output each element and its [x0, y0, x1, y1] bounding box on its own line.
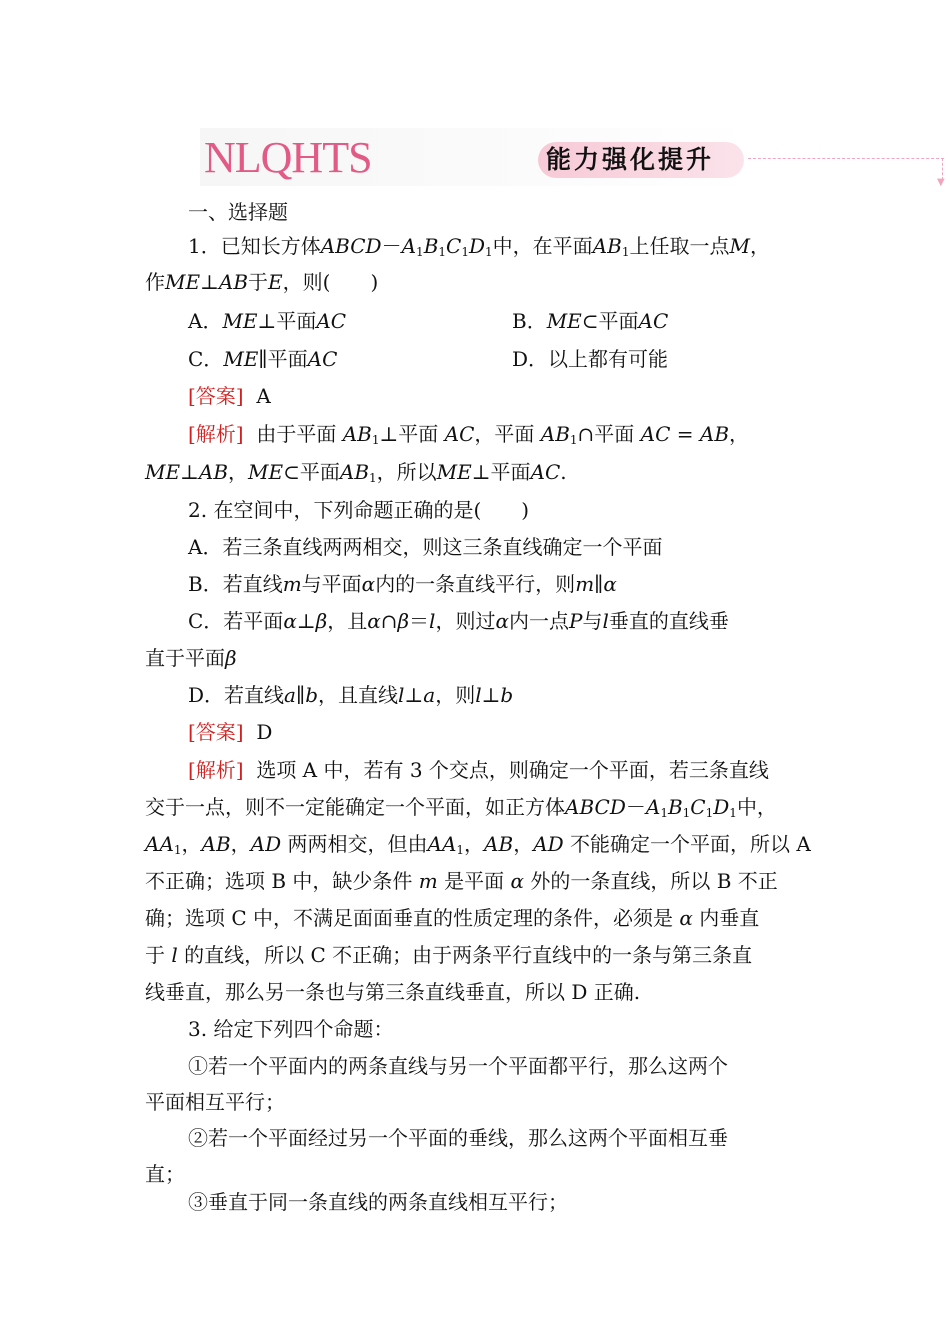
q2-analysis-line5: 确；选项 C 中，不满足面面垂直的性质定理的条件，必须是 α 内垂直 [145, 906, 760, 930]
q1-analysis-line2: ME⊥AB，ME⊂平面$AB_1$，所以ME⊥平面AC. [145, 460, 567, 485]
q1-option-d: D．以上都有可能 [512, 347, 669, 371]
q2-option-b: B．若直线m与平面α内的一条直线平行，则m∥α [188, 572, 617, 596]
section-heading: 一、选择题 [188, 200, 288, 224]
q3-proposition-2-line2: 直； [145, 1162, 185, 1186]
banner-code: NLQHTS [204, 133, 372, 182]
q1-answer: [答案] A [188, 384, 271, 408]
q1-option-b: B．ME⊂平面AC [512, 309, 669, 333]
banner-title: 能力强化提升 [546, 145, 715, 174]
q2-option-c-line2: 直于平面β [145, 646, 237, 670]
q3-proposition-2: ②若一个平面经过另一个平面的垂线，那么这两个平面相互垂 [188, 1126, 728, 1150]
q3-proposition-3: ③垂直于同一条直线的两条直线相互平行； [188, 1190, 568, 1214]
q1-stem-line2: 作ME⊥AB于E，则( ) [145, 270, 379, 294]
q2-analysis-line6: 于 l 的直线，所以 C 不正确；由于两条平行直线中的一条与第三条直 [145, 943, 753, 967]
q2-option-a: A．若三条直线两两相交，则这三条直线确定一个平面 [188, 535, 663, 559]
q3-proposition-1-line2: 平面相互平行； [145, 1090, 285, 1114]
q1-analysis-line1: [解析] 由于平面 $AB_1\perp$平面 AC，平面 $AB_1\cap$平面 AC = AB， [188, 422, 750, 447]
q2-answer: [答案] D [188, 720, 273, 744]
banner-dashed-line [748, 158, 944, 159]
q2-analysis-line2: 交于一点，则不一定能确定一个平面，如正方体$ABCD-A_1B_1C_1D_1$中， [145, 795, 777, 820]
q2-option-d: D．若直线a∥b，且直线l⊥a，则l⊥b [188, 683, 514, 707]
q2-analysis-line1: [解析] 选项 A 中，若有 3 个交点，则确定一个平面，若三条直线 [188, 758, 769, 782]
q2-option-c: C．若平面α⊥β，且α∩β＝l，则过α内一点P与l垂直的直线垂 [188, 609, 729, 633]
q2-analysis-line3: $AA_1$，AB，AD 两两相交，但由$AA_1$，AB，AD 不能确定一个平面，所以 A [145, 832, 811, 857]
q1-stem-line1: 1．已知长方体$ABCD-A_1B_1C_1D_1$中，在平面$AB_1$上任取一点M， [188, 234, 770, 259]
q2-stem: 2. 在空间中，下列命题正确的是( ) [188, 498, 530, 522]
q3-proposition-1: ①若一个平面内的两条直线与另一个平面都平行，那么这两个 [188, 1054, 728, 1078]
q1-option-c: C．ME∥平面AC [188, 347, 338, 371]
q3-stem: 3. 给定下列四个命题： [188, 1017, 394, 1041]
q1-option-a: A．ME⊥平面AC [188, 309, 347, 333]
q2-analysis-line7: 线垂直，那么另一条也与第三条直线垂直，所以 D 正确. [145, 980, 641, 1004]
down-arrow-icon: ▼ [937, 177, 945, 188]
q2-analysis-line4: 不正确；选项 B 中，缺少条件 m 是平面 α 外的一条直线，所以 B 不正 [145, 869, 778, 893]
section-banner [200, 128, 945, 188]
